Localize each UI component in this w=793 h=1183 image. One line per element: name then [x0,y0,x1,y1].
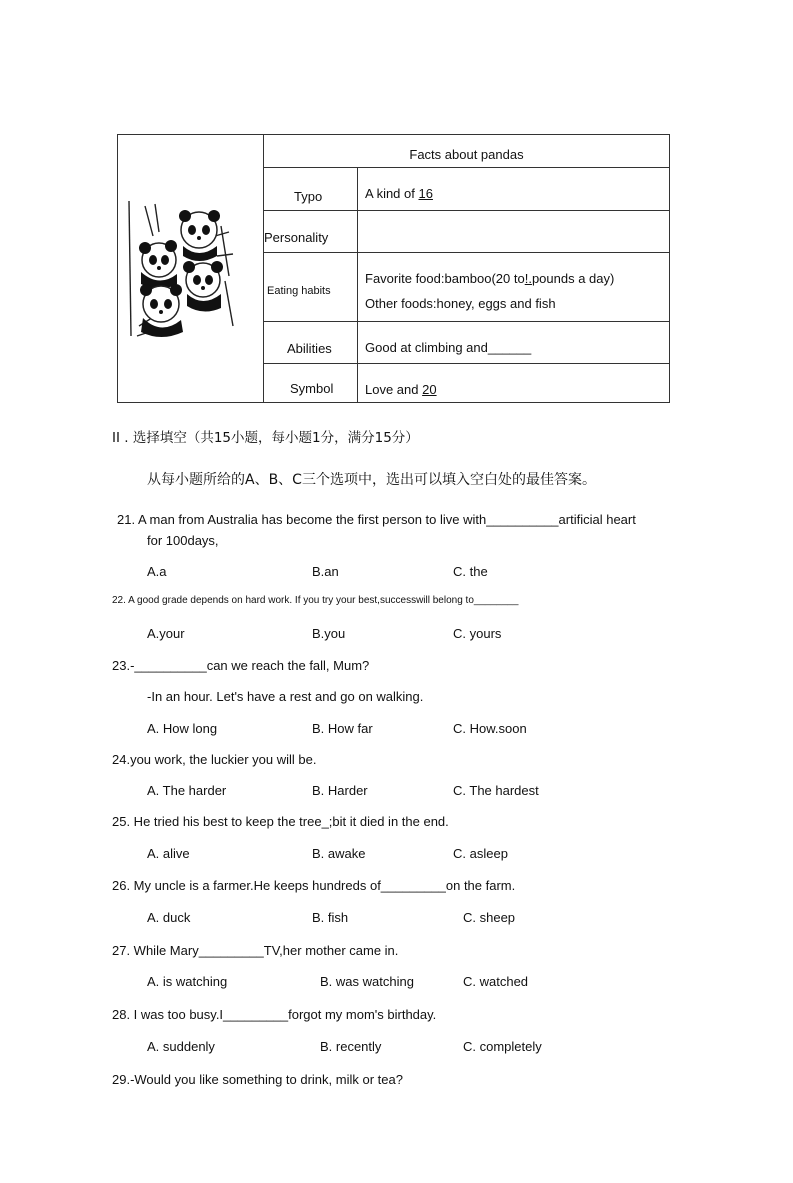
row-label-typo: Typo [294,189,323,204]
question-28-option-b[interactable]: B. recently [320,1039,382,1054]
question-22-option-a[interactable]: A.your [147,626,185,641]
question-23-option-c[interactable]: C. How.soon [453,721,527,736]
question-29-stem: 29.-Would you like something to drink, milk or tea? [112,1072,403,1087]
question-26-option-a[interactable]: A. duck [147,910,191,925]
pandas-image [125,196,235,344]
question-21-stem-cont: for 100days, [147,533,219,548]
blank-20: 20 [422,382,437,397]
question-25-option-b[interactable]: B. awake [312,846,366,861]
question-28-option-c[interactable]: C. completely [463,1039,542,1054]
question-21-stem: 21. A man from Australia has become the first person to live with__________artificial heart [117,512,636,527]
question-28-option-a[interactable]: A. suddenly [147,1039,215,1054]
question-23-option-a[interactable]: A. How long [147,721,218,736]
question-25-option-c[interactable]: C. asleep [453,846,508,861]
section-heading: II . 选择填空（共15小题，每小题1分，满分15分） [112,430,419,446]
question-26-stem: 26. My uncle is a farmer.He keeps hundreds of_________on the farm. [112,878,516,893]
question-22-option-c[interactable]: C. yours [453,626,502,641]
row-label-eating: Eating habits [267,285,331,297]
blank-17: !. [524,271,532,286]
question-22-stem: 22. A good grade depends on hard work. If you try your best,successwill belong to________ [112,595,519,606]
question-25-stem: 25. He tried his best to keep the tree_;bit it died in the end. [112,814,449,829]
table-title: Facts about pandas [409,147,524,162]
blank-16: 16 [418,186,433,201]
row-value-abilities: Good at climbing and______ [365,340,532,355]
question-22-option-b[interactable]: B.you [312,626,346,641]
question-26-option-b[interactable]: B. fish [312,910,349,925]
row-label-personality: Personality [264,230,329,245]
question-25-option-a[interactable]: A. alive [147,846,190,861]
question-24-option-c[interactable]: C. The hardest [453,783,539,798]
facts-table [117,134,670,403]
question-21-option-b[interactable]: B.an [312,564,339,579]
question-27-option-c[interactable]: C. watched [463,974,529,989]
question-24-option-a[interactable]: A. The harder [147,783,227,798]
question-24-stem: 24.you work, the luckier you will be. [112,752,317,767]
question-21-option-c[interactable]: C. the [453,564,488,579]
row-value-typo: A kind of 16 [365,186,449,201]
question-23-stem: 23.-__________can we reach the fall, Mum? [112,658,370,673]
row-value-symbol: Love and 20 [365,382,437,397]
question-24-option-b[interactable]: B. Harder [312,783,368,798]
question-27-stem: 27. While Mary_________TV,her mother came in. [112,943,399,958]
question-27-option-b[interactable]: B. was watching [320,974,414,989]
row-label-symbol: Symbol [290,381,334,396]
blank-19: ______ [487,340,532,355]
section-instruction: 从每小题所给的A、B、C三个选项中，选出可以填入空白处的最佳答案。 [147,472,596,488]
question-26-option-c[interactable]: C. sheep [463,910,516,925]
question-23-stem-cont: -In an hour. Let's have a rest and go on walking. [147,689,424,704]
question-27-option-a[interactable]: A. is watching [147,974,228,989]
question-23-option-b[interactable]: B. How far [312,721,373,736]
question-28-stem: 28. I was too busy.I_________forgot my mom's birthday. [112,1007,437,1022]
row-value-eating-2: Other foods:honey, eggs and fish [365,296,556,311]
row-value-eating-1: Favorite food:bamboo(20 to!.pounds a day) [365,271,615,286]
row-label-abilities: Abilities [287,341,332,356]
question-21-option-a[interactable]: A.a [147,564,167,579]
